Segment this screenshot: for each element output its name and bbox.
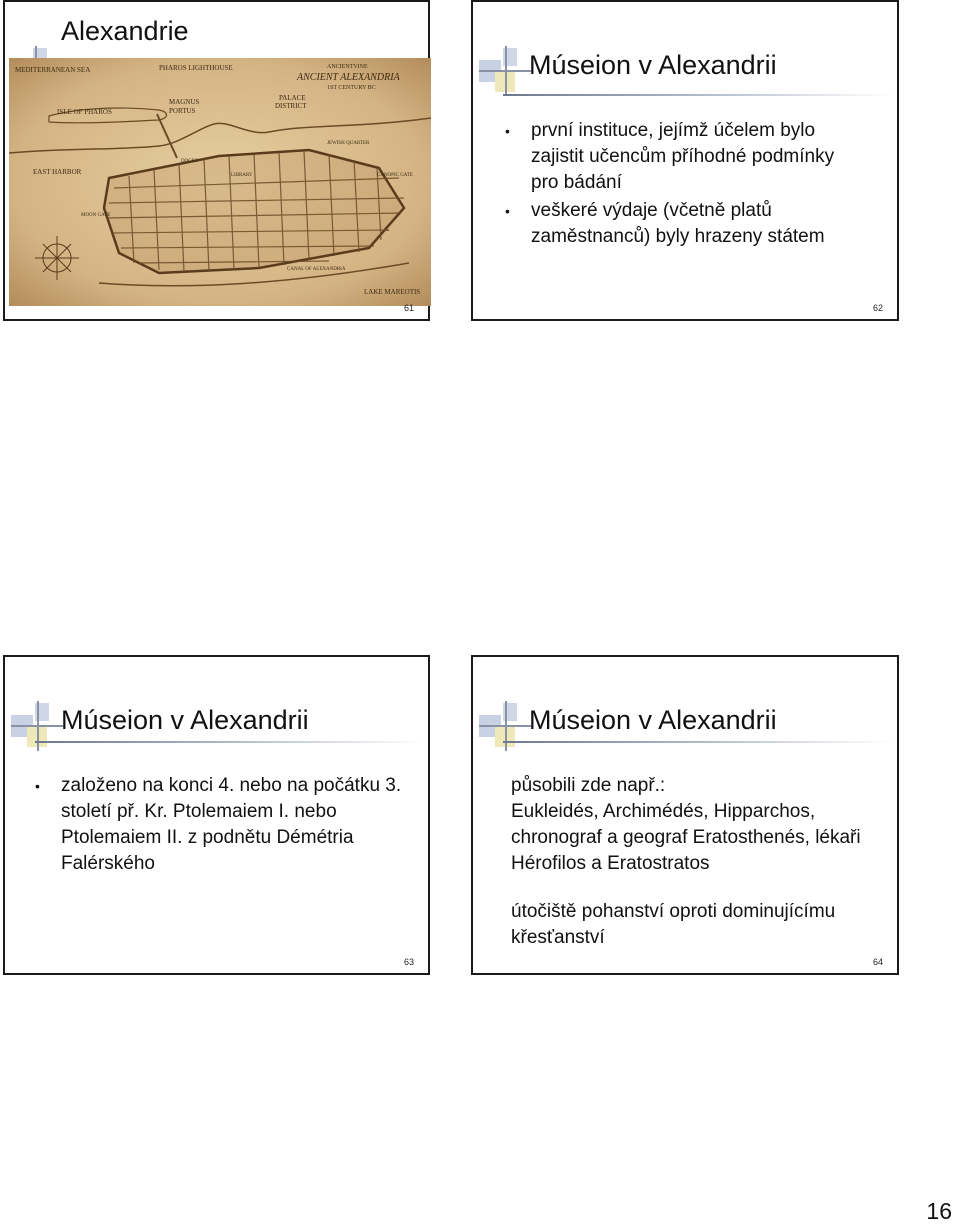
slide-number: 64: [872, 957, 883, 967]
map-label: MOON GATE: [81, 213, 111, 218]
slide-number: 63: [403, 957, 414, 967]
slide-title: Múseion v Alexandrii: [529, 705, 777, 735]
slide-title: Múseion v Alexandrii: [529, 50, 777, 80]
paragraph: Eukleidés, Archimédés, Hipparchos, chronograf a geograf Eratosthenés, lékaři Hérofilos a Eratostratos: [511, 801, 861, 874]
slide-body: [511, 773, 881, 951]
map-label: DOCKS: [181, 159, 198, 164]
slide-decoration: [11, 701, 63, 751]
map-label: CANOPIC GATE: [377, 173, 413, 178]
slide-decoration: [479, 46, 531, 96]
map-label: PHAROS LIGHTHOUSE: [159, 64, 233, 72]
map-label: PALACE: [279, 94, 306, 102]
map-label: ANCIENT ALEXANDRIA: [297, 72, 400, 83]
map-label: 1ST CENTURY BC: [327, 85, 376, 91]
map-label: LAKE MAREOTIS: [364, 288, 421, 296]
map-label: ISLE OF PHAROS: [57, 108, 112, 116]
slide-decoration: [479, 701, 531, 751]
map-label: MEDITERRANEAN SEA: [15, 66, 91, 74]
map-label: MAGNUS: [169, 98, 200, 106]
title-underline: [503, 741, 893, 743]
slide-title: Múseion v Alexandrii: [61, 705, 309, 735]
map-label: DISTRICT: [275, 102, 307, 110]
slide-title: Alexandrie: [61, 16, 189, 46]
map-label: JEWISH QUARTER: [327, 141, 370, 146]
slide-number: 61: [403, 303, 414, 313]
bullet-item: • první instituce, jejímž účelem bylo zajistit učencům příhodné podmínky pro bádání: [505, 118, 865, 196]
bullet-item: • veškeré výdaje (včetně platů zaměstnanců) byly hrazeny státem: [505, 198, 865, 250]
map-label: LIBRARY: [231, 173, 253, 178]
slide-62: [471, 0, 899, 321]
bullet-item: • založeno na konci 4. nebo na počátku 3. století př. Kr. Ptolemaiem I. nebo Ptolemaiem II. z podnětu Démétria Falérského: [35, 773, 415, 877]
title-underline: [35, 741, 425, 743]
slide-number: 62: [872, 303, 883, 313]
slide-body: [505, 118, 865, 250]
alexandria-map-image: [9, 58, 431, 306]
slide-64: [471, 655, 899, 975]
map-label: ANCIENTVINE: [327, 64, 368, 70]
map-label: CANAL OF ALEXANDRIA: [287, 267, 346, 272]
paragraph: útočiště pohanství oproti dominujícímu křesťanství: [511, 901, 836, 948]
map-label: EAST HARBOR: [33, 168, 82, 176]
page-number: 16: [926, 1198, 952, 1224]
title-underline: [503, 94, 893, 96]
slide-61: [3, 0, 430, 321]
slide-body: [35, 773, 415, 877]
map-label: PORTUS: [169, 107, 196, 115]
paragraph: působili zde např.:: [511, 775, 666, 796]
slide-63: [3, 655, 430, 975]
